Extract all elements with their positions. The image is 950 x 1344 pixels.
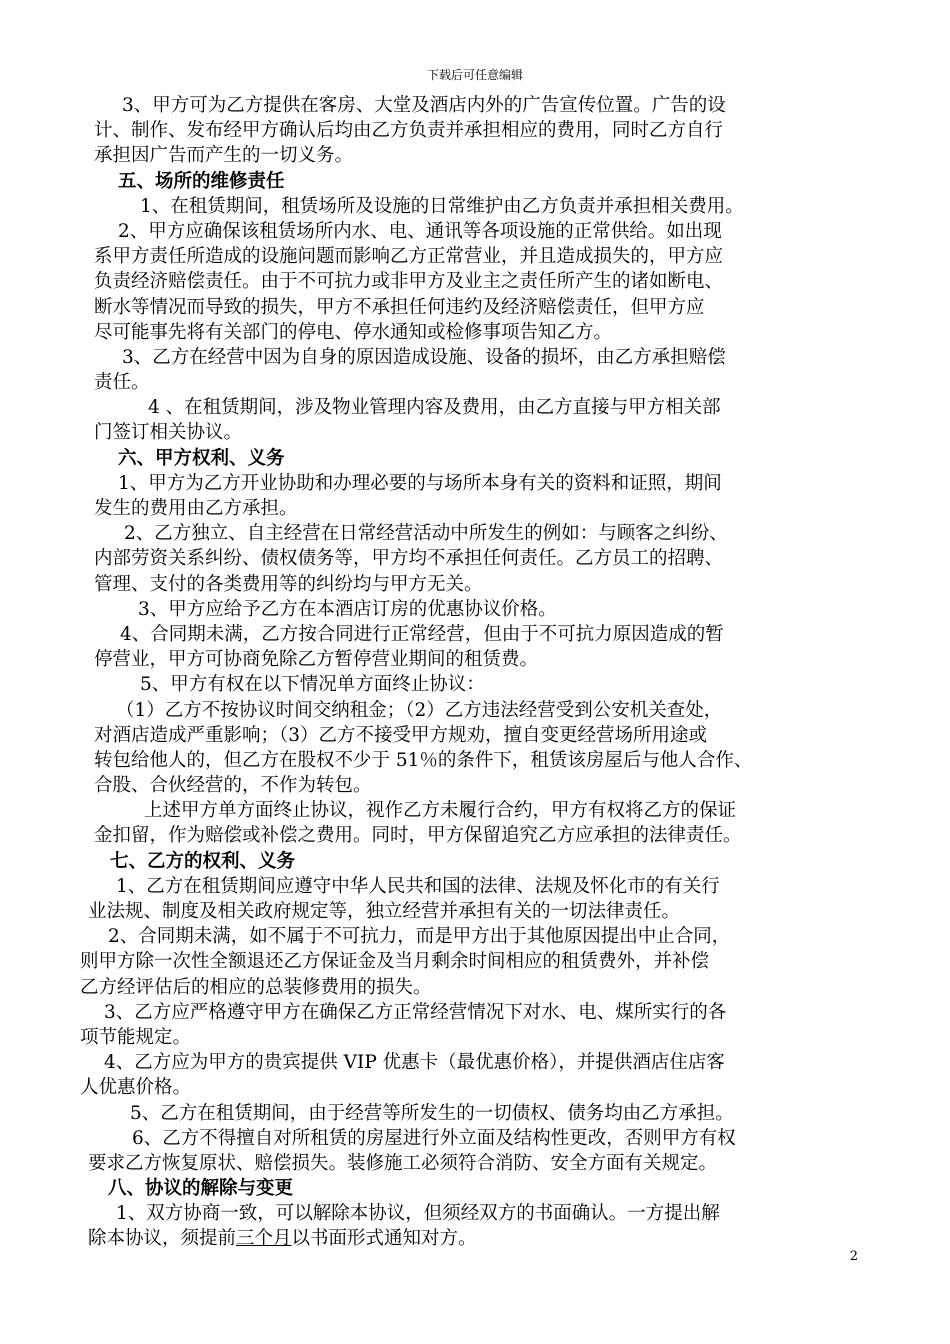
section-heading xyxy=(80,1176,880,1201)
text-line-content: 1、乙方在租赁期间应遵守中华人民共和国的法律、法规及怀化市的有关行 xyxy=(116,875,720,897)
text-line xyxy=(80,219,880,244)
text-line xyxy=(80,823,880,848)
section-heading-text: 八、协议的解除与变更 xyxy=(108,1178,294,1200)
underlined-term: 三个月 xyxy=(236,1228,292,1250)
text-line xyxy=(80,546,880,571)
text-line xyxy=(80,1151,880,1176)
text-line-content: 3、乙方在经营中因为自身的原因造成设施、设备的损坏，由乙方承担赔偿 xyxy=(122,346,726,368)
text-line-content: 2、甲方应确保该租赁场所内水、电、通讯等各项设施的正常供给。如出现 xyxy=(118,220,722,242)
text-line-content: 除本协议，须提前 xyxy=(88,1228,237,1250)
text-line-content: 5、甲方有权在以下情况单方面终止协议： xyxy=(140,674,485,696)
text-line xyxy=(80,1201,880,1226)
document-body xyxy=(80,93,880,1252)
section-heading xyxy=(80,169,880,194)
text-line-content: 金扣留，作为赔偿或补偿之费用。同时，甲方保留追究乙方应承担的法律责任。 xyxy=(94,825,742,847)
text-line xyxy=(80,244,880,269)
section-heading-text: 六、甲方权利、义务 xyxy=(118,447,285,469)
section-heading xyxy=(80,849,880,874)
text-line xyxy=(80,672,880,697)
page-number: 2 xyxy=(849,1249,858,1264)
text-line xyxy=(80,975,880,1000)
text-line-content: 系甲方责任所造成的设施问题而影响乙方正常营业，并且造成损失的，甲方应 xyxy=(94,246,724,268)
text-line-content: 要求乙方恢复原状、赔偿损失。装修施工必须符合消防、安全方面有关规定。 xyxy=(88,1152,718,1174)
text-line xyxy=(80,798,880,823)
section-heading xyxy=(80,446,880,471)
text-line-content: 5、乙方在租赁期间，由于经营等所发生的一切债权、债务均由乙方承担。 xyxy=(130,1102,734,1124)
text-line-content: 责任。 xyxy=(94,372,150,394)
text-line xyxy=(80,773,880,798)
text-line xyxy=(80,1050,880,1075)
text-line xyxy=(80,496,880,521)
text-line-content: 发生的费用由乙方承担。 xyxy=(94,498,298,519)
text-line-content: 承担因广告而产生的一切义务。 xyxy=(94,145,354,167)
text-line-content: 负责经济赔偿责任。由于不可抗力或非甲方及业主之责任所产生的诸如断电、 xyxy=(94,271,724,293)
text-line-content: 2、乙方独立、自主经营在日常经营活动中所发生的例如：与顾客之纠纷、 xyxy=(124,523,728,545)
text-line xyxy=(80,1226,880,1251)
text-line-content: 1、在租赁期间，租赁场所及设施的日常维护由乙方负责并承担相关费用。 xyxy=(140,195,744,217)
text-line xyxy=(80,723,880,748)
text-line-content: 内部劳资关系纠纷、债权债务等，甲方均不承担任何责任。乙方员工的招聘、 xyxy=(94,548,724,570)
text-line-content: 1、甲方为乙方开业协助和办理必要的与场所本身有关的资料和证照，期间 xyxy=(118,472,722,494)
text-line xyxy=(80,1075,880,1100)
text-line xyxy=(80,420,880,445)
text-line-content: （1）乙方不按协议时间交纳租金；（2）乙方违法经营受到公安机关查处， xyxy=(116,699,723,721)
text-line-content: 4、合同期未满，乙方按合同进行正常经营，但由于不可抗力原因造成的暂 xyxy=(120,623,724,645)
text-line xyxy=(80,949,880,974)
text-line xyxy=(80,899,880,924)
text-line-content: 3、甲方可为乙方提供在客房、大堂及酒店内外的广告宣传位置。广告的设 xyxy=(122,95,726,116)
text-line xyxy=(80,345,880,370)
text-line-content: 尽可能事先将有关部门的停电、停水通知或检修事项告知乙方。 xyxy=(94,321,613,343)
text-line xyxy=(80,1101,880,1126)
text-line-content: 乙方经评估后的相应的总装修费用的损失。 xyxy=(80,976,432,998)
text-line-content: 对酒店造成严重影响；（3）乙方不接受甲方规劝，擅自变更经营场所用途或 xyxy=(94,724,708,746)
text-line xyxy=(80,295,880,320)
text-line-content: 门签订相关协议。 xyxy=(94,422,243,444)
text-line xyxy=(80,269,880,294)
text-line xyxy=(80,118,880,143)
text-line xyxy=(80,194,880,219)
text-line-content: 3、乙方应严格遵守甲方在确保乙方正常经营情况下对水、电、煤所实行的各 xyxy=(104,1001,727,1023)
text-line-tail: 以书面形式通知对方。 xyxy=(291,1228,477,1250)
text-line-content: 上述甲方单方面终止协议，视作乙方未履行合约，甲方有权将乙方的保证 xyxy=(144,800,737,822)
text-line xyxy=(80,622,880,647)
text-line-content: 4 、在租赁期间，涉及物业管理内容及费用，由乙方直接与甲方相关部 xyxy=(148,397,721,419)
text-line xyxy=(80,874,880,899)
text-line xyxy=(80,1000,880,1025)
text-line-content: 4、乙方应为甲方的贵宾提供 VIP 优惠卡（最优惠价格），并提供酒店住店客 xyxy=(104,1052,725,1074)
text-line xyxy=(80,1025,880,1050)
text-line xyxy=(80,647,880,672)
text-line-content: 转包给他人的，但乙方在股权不少于 51％的条件下，租赁该房屋后与他人合作、 xyxy=(94,749,753,771)
text-line-content: 计、制作、发布经甲方确认后均由乙方负责并承担相应的费用，同时乙方自行 xyxy=(94,120,724,142)
text-line xyxy=(80,320,880,345)
text-line xyxy=(80,572,880,597)
text-line-content: 管理、支付的各类费用等的纠纷均与甲方无关。 xyxy=(94,573,483,595)
text-line xyxy=(80,471,880,496)
text-line-content: 1、双方协商一致，可以解除本协议，但须经双方的书面确认。一方提出解 xyxy=(116,1203,720,1225)
text-line xyxy=(80,924,880,949)
text-line xyxy=(80,597,880,622)
section-heading-text: 七、乙方的权利、义务 xyxy=(110,850,296,872)
text-line-content: 人优惠价格。 xyxy=(80,1077,192,1099)
page-header-note: 下载后可任意编辑 xyxy=(426,68,523,82)
text-line-content: 合股、合伙经营的，不作为转包。 xyxy=(94,775,372,797)
text-line-content: 业法规、制度及相关政府规定等，独立经营并承担有关的一切法律责任。 xyxy=(88,901,681,922)
text-line xyxy=(80,1126,880,1151)
text-line xyxy=(80,370,880,395)
text-line-content: 断水等情况而导致的损失，甲方不承担任何违约及经济赔偿责任，但甲方应 xyxy=(94,296,705,318)
text-line-content: 则甲方除一次性全额退还乙方保证金及当月剩余时间相应的租赁费外，并补偿 xyxy=(80,951,710,973)
text-line-content: 项节能规定。 xyxy=(80,1026,192,1048)
text-line xyxy=(80,395,880,420)
text-line xyxy=(80,748,880,773)
text-line-content: 停营业，甲方可协商免除乙方暂停营业期间的租赁费。 xyxy=(94,649,539,671)
text-line xyxy=(80,93,880,118)
text-line xyxy=(80,521,880,546)
text-line xyxy=(80,698,880,723)
text-line xyxy=(80,143,880,168)
text-line-content: 2、合同期未满，如不属于不可抗力，而是甲方出于其他原因提出中止合同， xyxy=(108,926,731,948)
text-line-content: 3、甲方应给予乙方在本酒店订房的优惠协议价格。 xyxy=(138,598,557,620)
text-line-content: 6、乙方不得擅自对所租赁的房屋进行外立面及结构性更改，否则甲方有权 xyxy=(132,1127,736,1149)
section-heading-text: 五、场所的维修责任 xyxy=(118,170,285,192)
